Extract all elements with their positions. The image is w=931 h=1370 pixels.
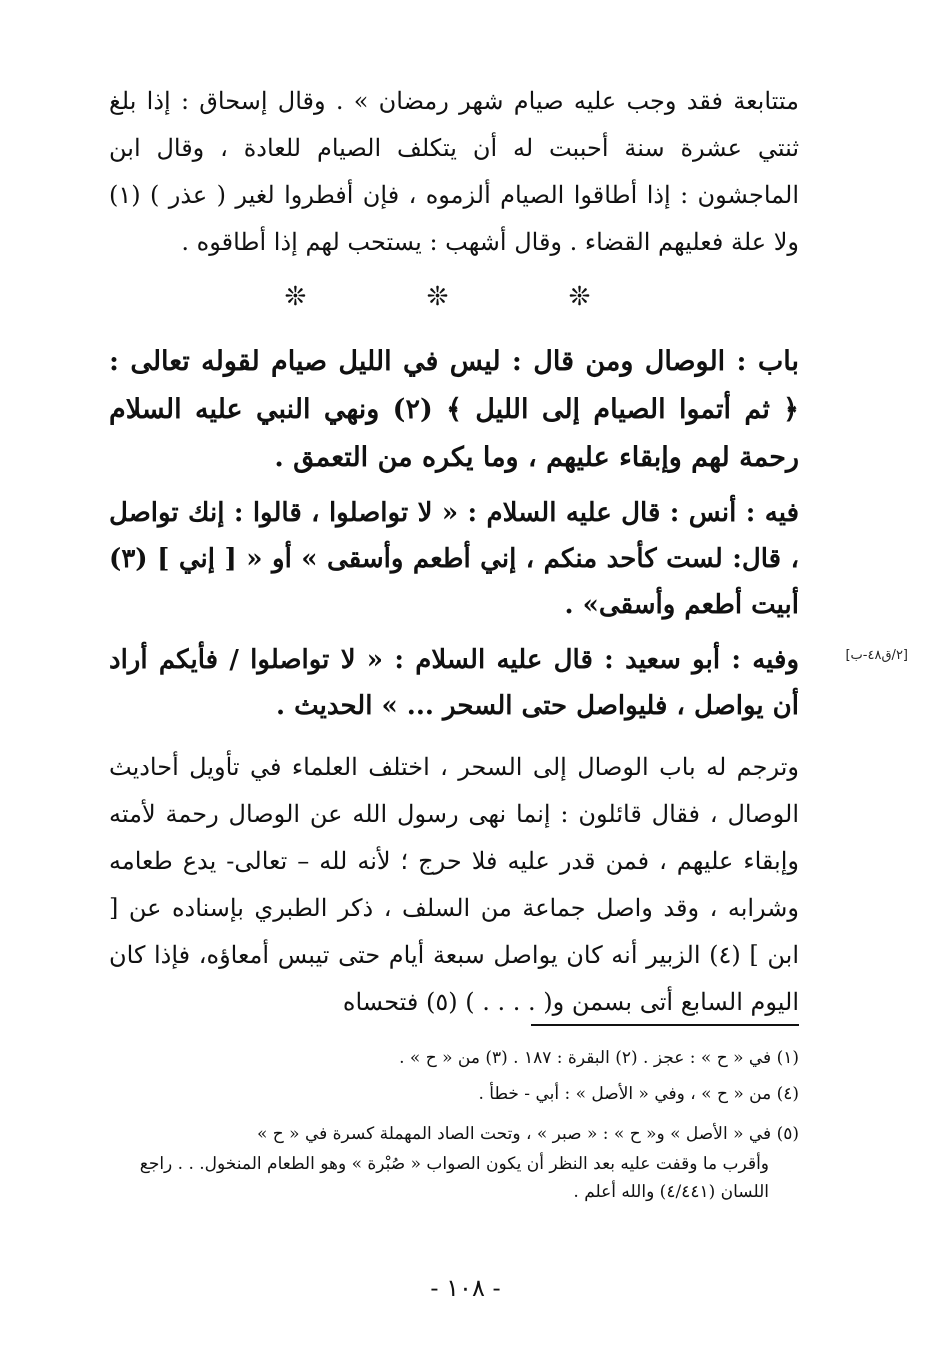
hadith-anas: فيه : أنس : قال عليه السلام : « لا تواصلوا ، قالوا : إنك تواصل ، قال: لست كأحد منكم ، إني أطعم وأسقى » أو « [ إني ] (٣) أبيت أطعم وأسقى» . (109, 498, 799, 620)
manuscript-folio-reference: [٢/ق٤٨-ب] (845, 648, 908, 663)
section-separator: ❊ ❊ ❊ (284, 282, 647, 312)
footnote-line-2: (٤) من « ح » ، وفي « الأصل » : أبي - خطأ . (478, 1084, 799, 1104)
chapter-heading: باب : الوصال ومن قال : ليس في الليل صيام لقوله تعالى : ﴿ ثم أتموا الصيام إلى الليل ﴾ (٢) ونهي النبي عليه السلام رحمة لهم وإبقاء عليهم ، وما يكره من التعمق . (109, 346, 799, 473)
hadith-abu-said: وفيه : أبو سعيد : قال عليه السلام : « لا تواصلوا / فأيكم أراد أن يواصل ، فليواصل حتى السحر ... » الحديث . (109, 645, 799, 721)
footnote-line-4: وأقرب ما وقفت عليه بعد النظر أن يكون الصواب « صُبْرة » وهو الطعام المنخول. . . راجع اللسان (٤/٤٤١) والله أعلم . (139, 1154, 769, 1202)
commentary-paragraph: وترجم له باب الوصال إلى السحر ، اختلف العلماء في تأويل أحاديث الوصال ، فقال قائلون : إنما نهى رسول الله عن الوصال رحمة لأمته وإبقاء عليهم ، فمن قدر عليه فلا حرج ؛ لأنه لله – تعالى- يدع طعامه وشرابه ، وقد واصل جماعة من السلف ، ذكر الطبري بإسناده عن [ ابن ] (٤) الزبير أنه كان يواصل سبعة أيام حتى تيبس أمعاؤه، فإذا كان اليوم السابع أتى بسمن و( . . . . ) (٥) فتحساه (109, 753, 799, 1016)
footnote-line-1: (١) في « ح » : عجز . (٢) البقرة : ١٨٧ . (٣) من « ح » . (399, 1048, 799, 1068)
footnote-line-3: (٥) في « الأصل » و« ح » : « صبر » ، وتحت الصاد المهملة كسرة في « ح » (256, 1124, 799, 1144)
top-paragraph: متتابعة فقد وجب عليه صيام شهر رمضان » . وقال إسحاق : إذا بلغ ثنتي عشرة سنة أحببت له أن يتكلف الصيام للعادة ، وقال ابن الماجشون : إذا أطاقوا الصيام ألزموه ، فإن أفطروا لغير ( عذر ) (١) ولا علة فعليهم القضاء . وقال أشهب : يستحب لهم إذا أطاقوه . (109, 87, 799, 256)
footnote-divider (531, 1024, 799, 1026)
page-number: - ١٠٨ - (430, 1274, 501, 1302)
